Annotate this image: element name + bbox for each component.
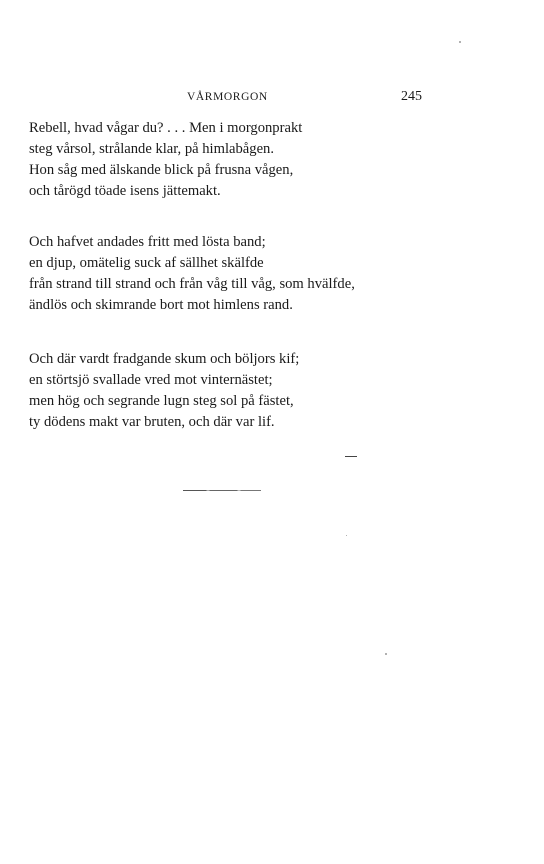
- poem-line: en djup, omätelig suck af sällhet skälfde: [29, 255, 264, 271]
- poem-line: men hög och segrande lugn steg sol på fästet,: [29, 393, 294, 409]
- poem-stanza: [29, 349, 449, 433]
- poem-line: Hon såg med älskande blick på frusna vågen,: [29, 162, 294, 178]
- poem-end-dash: [345, 456, 357, 457]
- paper-speck: [346, 535, 347, 536]
- poem-stanza: [29, 232, 449, 316]
- section-divider: [183, 490, 261, 491]
- poem-line: från strand till strand och från våg till våg, som hvälfde,: [29, 276, 355, 292]
- poem-line: ändlös och skimrande bort mot himlens rand.: [29, 297, 293, 313]
- poem-stanza: [29, 118, 449, 202]
- poem-line: och tårögd töade isens jättemakt.: [29, 183, 221, 199]
- page-number: 245: [401, 89, 422, 104]
- poem-line: steg vårsol, strålande klar, på himlabågen.: [29, 141, 274, 157]
- running-title: VÅRMORGON: [187, 91, 268, 103]
- paper-speck: [385, 653, 387, 655]
- poem-line: Och hafvet andades fritt med lösta band;: [29, 234, 266, 250]
- poem-line: Rebell, hvad vågar du? . . . Men i morgonprakt: [29, 120, 303, 136]
- poem-line: ty dödens makt var bruten, och där var lif.: [29, 414, 275, 430]
- poem-line: Och där vardt fradgande skum och böljors kif;: [29, 351, 300, 367]
- poem-line: en störtsjö svallade vred mot vinternästet;: [29, 372, 273, 388]
- paper-speck: [459, 41, 461, 43]
